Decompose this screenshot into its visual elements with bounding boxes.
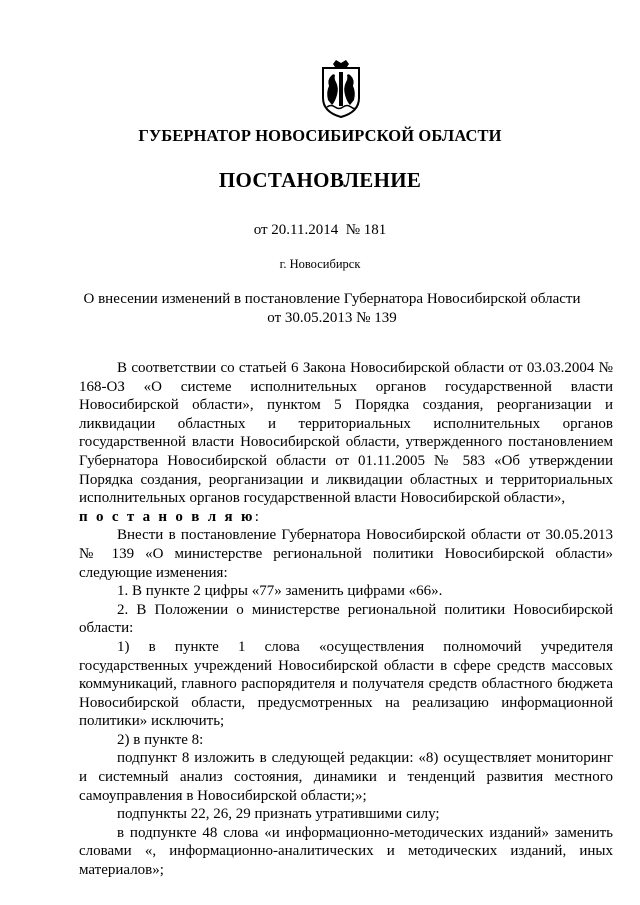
decree-line [79, 508, 613, 527]
item-2-paragraph: 2. В Положении о министерстве региональной политики Новосибирской области: [79, 601, 613, 637]
preamble-paragraph: В соответствии со статьей 6 Закона Новосибирской области от 03.03.2004 № 168-ОЗ «О системе исполнительных органов государственной власти Новосибирской области», пунктом 5 Порядка создания, реорганизации и ликвидации областных и территориальных исполнительных органов государственной власти Новосибирской области, утвержденного постановлением Губернатора Новосибирской области от 01.11.2005 № 583 «Об утверждении Порядка создания, реорганизации и ликвидации областных и территориальных исполнительных органов государственной власти Новосибирской области», [79, 360, 613, 507]
document-body [79, 359, 613, 880]
document-title [60, 290, 604, 328]
decree-word: п о с т а н о в л я ю [79, 508, 255, 525]
document-date: от 20.11.2014 [253, 222, 339, 238]
subitem-2-2c-paragraph: в подпункте 48 слова «и информационно-методических изданий» заменить словами «, информационно-аналитических и методических изданий, иных материалов»; [79, 824, 613, 879]
document-type-heading: ПОСТАНОВЛЕНИЕ [218, 168, 422, 192]
subitem-2-2a-paragraph: подпункт 8 изложить в следующей редакции: «8) осуществляет мониторинг и системный анализ состояния, динамики и тенденций развития местного самоуправления в Новосибирской области;»; [79, 750, 613, 804]
subitem-2-2-paragraph: 2) в пункте 8: [117, 731, 204, 748]
title-line-1: О внесении изменений в постановление Губернатора Новосибирской области [83, 291, 581, 307]
coat-of-arms-icon [316, 60, 366, 118]
authority-heading: ГУБЕРНАТОР НОВОСИБИРСКОЙ ОБЛАСТИ [138, 126, 502, 145]
intro-paragraph: Внести в постановление Губернатора Новосибирской области от 30.05.2013 № 139 «О министерстве региональной политики Новосибирской области» следующие изменения: [79, 527, 613, 581]
city-label: г. Новосибирск [279, 257, 361, 271]
title-line-2: от 30.05.2013 № 139 [267, 310, 397, 326]
subitem-2-2b-paragraph: подпункты 22, 26, 29 признать утратившими силу; [117, 806, 440, 823]
subitem-2-1-paragraph: 1) в пункте 1 слова «осуществления полномочий учредителя государственных учреждений Новосибирской области в сфере средств массовых коммуникаций, главного распорядителя и получателя средств областного бюджета Новосибирской области, предусмотренных на реализацию информационной политики» исключить; [79, 638, 613, 730]
decree-colon: : [254, 508, 259, 525]
document-number: № 181 [345, 222, 387, 238]
date-number-line [0, 222, 640, 239]
item-1-paragraph: 1. В пункте 2 цифры «77» заменить цифрами «66». [117, 583, 443, 600]
